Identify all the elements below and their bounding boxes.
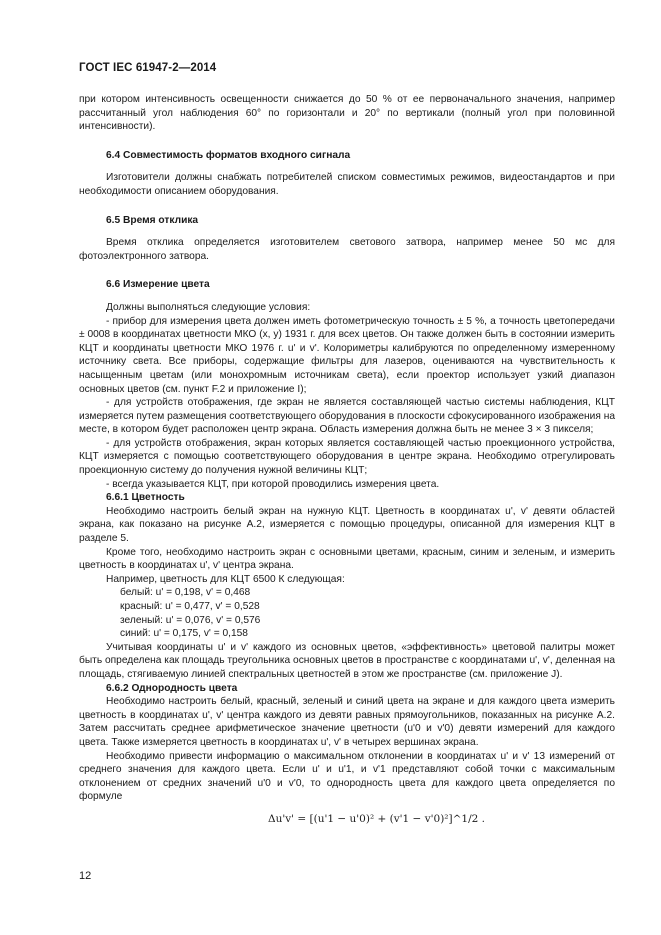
page-header: ГОСТ IEC 61947-2—2014	[79, 62, 217, 74]
section-6-6-1-title: 6.6.1 Цветность	[106, 492, 185, 504]
section-6-4-title: 6.4 Совместимость форматов входного сигнала	[106, 149, 351, 161]
section-6-6-intro: Должны выполняться следующие условия:	[106, 301, 311, 313]
section-6-5-text: Время отклика определяется изготовителем светового затвора, например менее 50 мс для фотоэлектронного затвора.	[79, 237, 615, 262]
section-6-6-2-title: 6.6.2 Однородность цвета	[106, 682, 238, 694]
section-6-6-1-p2: Кроме того, необходимо настроить экран с основными цветами, красным, синим и зеленым, и измерить цветность в координатах u', v' центра экрана.	[79, 546, 615, 572]
intro-paragraph: при котором интенсивность освещенности снижается до 50 % от ее первоначального значения, например рассчитанный угол наблюдения 60° по горизонтали и 20° по вертикали (полный угол при половинной интенсивности).	[79, 94, 615, 133]
condition-item-1: - прибор для измерения цвета должен иметь фотометрическую точность ± 5 %, а точность цветопередачи ± 0008 в координатах цветности МКО (x, y) 1931 г. для всех цветов. Он также должен быть в состоянии измерить КЦТ и координаты цветности МКО 1976 г. u' и v'. Колориметры калибруются по определенному измеренному источнику света. Все приборы, содержащие фильтры для лазеров, оцениваются на чувствительность к насыщенным цветам (или монохромным источникам света), если проектор использует узкий диапазон основных цветов (см. пункт F.2 и приложение I);	[79, 315, 615, 395]
color-white: белый: u' = 0,198, v' = 0,468	[120, 587, 251, 599]
section-6-4-text: Изготовители должны снабжать потребителей списком совместимых режимов, видеостандартов и при необходимости описанием оборудования.	[79, 172, 615, 197]
section-6-6-1-p4: Учитывая координаты u' и v' каждого из основных цветов, «эффективность» цветовой палитры может быть определена как площадь треугольника основных цветов в пространстве с координатами u', v', деленная на площадь, стягиваемую линией спектральных цветностей в этом же пространстве (см. приложение J).	[79, 641, 615, 680]
page-number: 12	[79, 870, 92, 882]
condition-item-3: - для устройств отображения, экран которых является составляющей частью проекционного устройства, КЦТ измеряется с помощью соответствующего оборудования в центре экрана. Необходимо отрегулировать проекционную систему до получения нужной величины КЦТ;	[79, 437, 615, 477]
section-6-6-2-p1: Необходимо настроить белый, красный, зеленый и синий цвета на экране и для каждого цвета измерить цветность в координатах u', v' центра каждого из девяти равных прямоугольников, показанных на рисунке А.2. Затем рассчитать среднее арифметическое значение цветности (u'0 и v'0) девяти измерений для каждого цвета. Также измеряется цветность в координатах u', v' в четырех вершинах экрана.	[79, 696, 615, 748]
section-6-6-1-p3: Например, цветность для КЦТ 6500 К следующая:	[106, 573, 345, 585]
condition-item-2: - для устройств отображения, где экран не является составляющей частью системы наблюдения, КЦТ измеряется путем размещения соответствующего оборудования в плоскости сфокусированного изображения на месте, в котором будет расположен центр экрана. Область измерения должна быть не менее 3 × 3 пикселя;	[79, 397, 615, 436]
color-red: красный: u' = 0,477, v' = 0,528	[120, 601, 260, 612]
section-6-6-2-p2: Необходимо привести информацию о максимальном отклонении в координатах u' и v' 13 измерений от среднего значения для каждого цвета. Если u' и u'1, и v'1 представляют собой точки с максимальным отклонением от средних значений u'0 и v'0, то однородность цвета для каждого цвета определяется по формуле	[79, 750, 615, 803]
section-6-5-title: 6.5 Время отклика	[106, 214, 199, 226]
condition-item-4: - всегда указывается КЦТ, при которой проводились измерения цвета.	[106, 478, 440, 490]
uniformity-formula: Δu'v' = [(u'1 − u'0)² + (v'1 − v'0)²]^1/2 .	[268, 813, 485, 825]
section-6-6-1-p1: Необходимо настроить белый экран на нужную КЦТ. Цветность в координатах u', v' девяти областей экрана, как показано на рисунке А.2, измеряется с помощью процедуры, описанной для измерения КЦТ в разделе 5.	[79, 505, 615, 545]
document-body	[79, 93, 615, 804]
section-6-6-title: 6.6 Измерение цвета	[106, 279, 210, 291]
color-blue: синий: u' = 0,175, v' = 0,158	[120, 628, 248, 640]
color-green: зеленый: u' = 0,076, v' = 0,576	[120, 614, 261, 626]
